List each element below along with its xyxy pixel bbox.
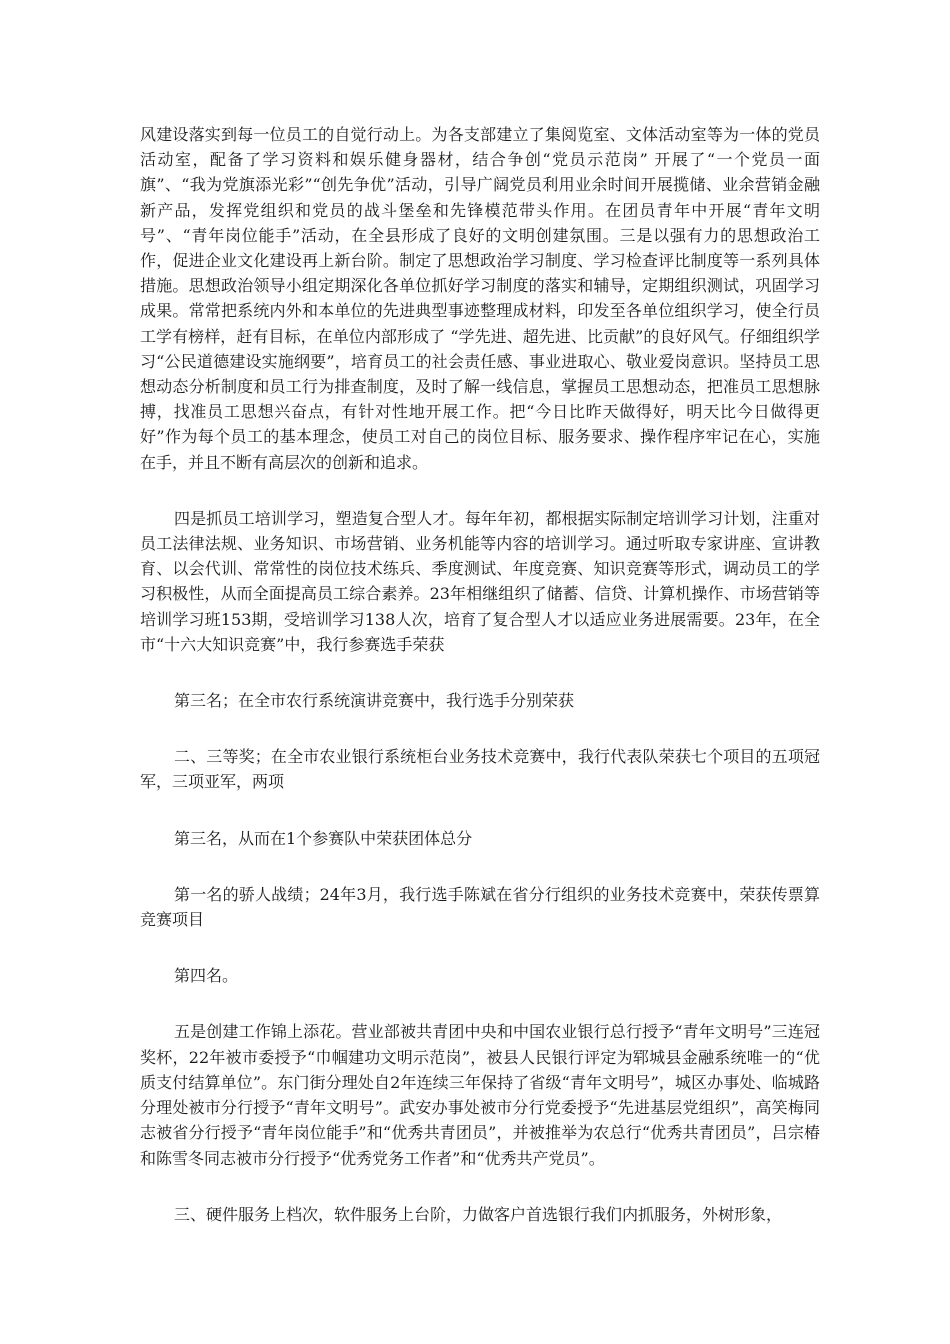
- paragraph-team-total: 第三名，从而在1个参赛队中荣获团体总分: [174, 828, 473, 848]
- paragraph-staff-training: 四是抓员工培训学习，塑造复合型人才。每年年初，都根据实际制定培训学习计划，注重对员工法律法规、业务知识、市场营销、业务机能等内容的培训学习。通过听取专家讲座、宣讲教育、以会代训、常常性的岗位技术练兵、季度测试、年度竞赛、知识竞赛等形式，调动员工的学习积极性，从而全面提高员工综合素养。23年相继组织了储蓄、信贷、计算机操作、市场营销等培训学习班153期，受培训学习138人次，培育了复合型人才以适应业务进展需要。23年，在全市“十六大知识竞赛”中，我行参赛选手荣获: [140, 508, 820, 654]
- paragraph-first-place: 第一名的骄人战绩；24年3月，我行选手陈斌在省分行组织的业务技术竞赛中，荣获传票算竞赛项目: [140, 884, 820, 930]
- paragraph-second-third-prize: 二、三等奖；在全市农业银行系统柜台业务技术竞赛中，我行代表队荣获七个项目的五项冠军，三项亚军，两项: [140, 747, 820, 792]
- paragraph-third-place: 第三名；在全市农行系统演讲竞赛中，我行选手分别荣获: [174, 691, 575, 711]
- paragraph-honors: 五是创建工作锦上添花。营业部被共青团中央和中国农业银行总行授予“青年文明号”三连冠奖杯，22年被市委授予“巾帼建功文明示范岗”，被县人民银行评定为郓城县金融系统唯一的“优质支付结算单位”。东门街分理处自2年连续三年保持了省级“青年文明号”，城区办事处、临城路分理处被市分行授予“青年文明号”。武安办事处被市分行党委授予“先进基层党组织”，高笑梅同志被省分行授予“青年岗位能手”和“优秀共青团员”，并被推举为农总行“优秀共青团员”，吕宗椿和陈雪冬同志被市分行授予“优秀党务工作者”和“优秀共产党员”。: [140, 1022, 820, 1168]
- paragraph-service-upgrade: 三、硬件服务上档次，软件服务上台阶，力做客户首选银行我们内抓服务，外树形象，: [174, 1204, 783, 1224]
- document-page: [140, 122, 820, 1227]
- paragraph-fourth-place: 第四名。: [174, 966, 239, 986]
- paragraph-party-building: 风建设落实到每一位员工的自觉行动上。为各支部建立了集阅览室、文体活动室等为一体的党员活动室，配备了学习资料和娱乐健身器材，结合争创“党员示范岗” 开展了“一个党员一面旗”、“我为党旗添光彩”“创先争优”活动，引导广阔党员利用业余时间开展揽储、业余营销金融新产品，发挥党组织和党员的战斗堡垒和先锋模范带头作用。在团员青年中开展“青年文明号”、“青年岗位能手”活动，在全县形成了良好的文明创建氛围。三是以强有力的思想政治工作，促进企业文化建设再上新台阶。制定了思想政治学习制度、学习检查评比制度等一系列具体措施。思想政治领导小组定期深化各单位抓好学习制度的落实和辅导，定期组织测试，巩固学习成果。常常把系统内外和本单位的先进典型事迹整理成材料，印发至各单位组织学习，使全行员工学有榜样，赶有目标，在单位内部形成了 “学先进、超先进、比贡献”的良好风气。仔细组织学习“公民道德建设实施纲要”，培育员工的社会责任感、事业进取心、敬业爱岗意识。坚持员工思想动态分析制度和员工行为排查制度，及时了解一线信息，掌握员工思想动态，把准员工思想脉搏，找准员工思想兴奋点，有针对性地开展工作。把“今日比昨天做得好，明天比今日做得更好”作为每个员工的基本理念，使员工对自己的岗位目标、服务要求、操作程序牢记在心，实施在手，并且不断有高层次的创新和追求。: [140, 125, 820, 472]
